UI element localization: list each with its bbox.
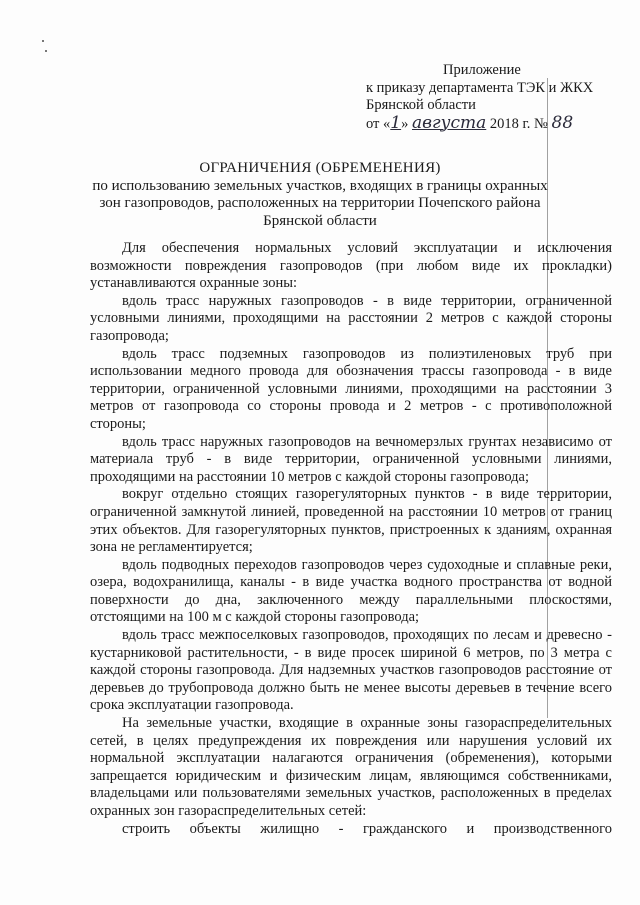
document-title: ОГРАНИЧЕНИЯ (ОБРЕМЕНЕНИЯ)	[199, 160, 441, 176]
paragraph-underwater-crossings: вдоль подводных переходов газопроводов через судоходные и сплавные реки, озера, водохранилища, каналы - в виде участка водного пространства от водной поверхности до дна, заключенного между параллельными плоскостями, отстоящими на 100 м с каждой стороны газопровода;	[90, 556, 612, 626]
document-title-block	[90, 160, 550, 230]
appendix-title: Приложение	[443, 62, 521, 78]
date-mid: »	[401, 115, 409, 132]
appendix-order-ref: к приказу департамента ТЭК и ЖКХ	[366, 79, 594, 96]
document-subtitle: по использованию земельных участков, входящих в границы охранных зон газопроводов, расположенных на территории Почепского района Брянской области	[92, 177, 548, 229]
scan-speck	[42, 40, 44, 42]
paragraph-underground-pipelines: вдоль трасс подземных газопроводов из полиэтиленовых труб при использовании медного провода для обозначения трассы газопровода - в виде территории, ограниченной условными линиями, проходящими на расстоянии 3 метров от газопровода со стороны провода и 2 метров - с противоположной стороны;	[90, 345, 612, 432]
document-body	[90, 240, 612, 838]
paragraph-permafrost-pipelines: вдоль трасс наружных газопроводов на вечномерзлых грунтах независимо от материала труб - в виде территории, ограниченной условными линиями, проходящими на расстоянии 10 метров с каждой стороны газопровода;	[90, 433, 612, 485]
handwritten-month: августа	[411, 112, 487, 133]
appendix-date-line	[366, 112, 626, 134]
paragraph-intro: Для обеспечения нормальных условий эксплуатации и исключения возможности повреждения газопроводов (при любом виде их прокладки) устанавливаются охранные зоны:	[90, 240, 612, 292]
paragraph-land-restrictions: На земельные участки, входящие в охранные зоны газораспределительных сетей, в целях предупреждения их повреждения или нарушения условий их нормальной эксплуатации налагаются ограничения (обременения), которыми запрещается юридическим и физическим лицам, являющимся собственниками, владельцами или пользователями земельных участков, расположенных в пределах охранных зон газораспределительных сетей:	[90, 715, 612, 819]
date-prefix: от «	[366, 115, 391, 132]
appendix-region: Брянской области	[366, 97, 476, 113]
paragraph-construction-ban: строить объекты жилищно - гражданского и производственного	[122, 820, 612, 837]
paragraph-outdoor-pipelines: вдоль трасс наружных газопроводов - в виде территории, ограниченной условными линиями, проходящими на расстоянии 2 метров с каждой стороны газопровода;	[90, 292, 612, 344]
appendix-header	[366, 62, 626, 133]
date-year: 2018 г. №	[489, 115, 548, 132]
scan-speck	[45, 50, 47, 52]
handwritten-number: 88	[551, 112, 574, 133]
paragraph-forest-pipelines: вдоль трасс межпоселковых газопроводов, проходящих по лесам и древесно - кустарниковой растительности, - в виде просек шириной 6 метров, по 3 метра с каждой стороны газопровода. Для надземных участков газопроводов расстояние от деревьев до трубопровода должно быть не менее высоты деревьев в течение всего срока эксплуатации газопровода.	[90, 627, 612, 714]
handwritten-day: 1	[390, 112, 402, 133]
paragraph-regulator-points: вокруг отдельно стоящих газорегуляторных пунктов - в виде территории, ограниченной замкнутой линией, проведенной на расстоянии 10 метров от границ этих объектов. Для газорегуляторных пунктов, пристроенных к зданиям, охранная зона не регламентируется;	[90, 486, 612, 556]
